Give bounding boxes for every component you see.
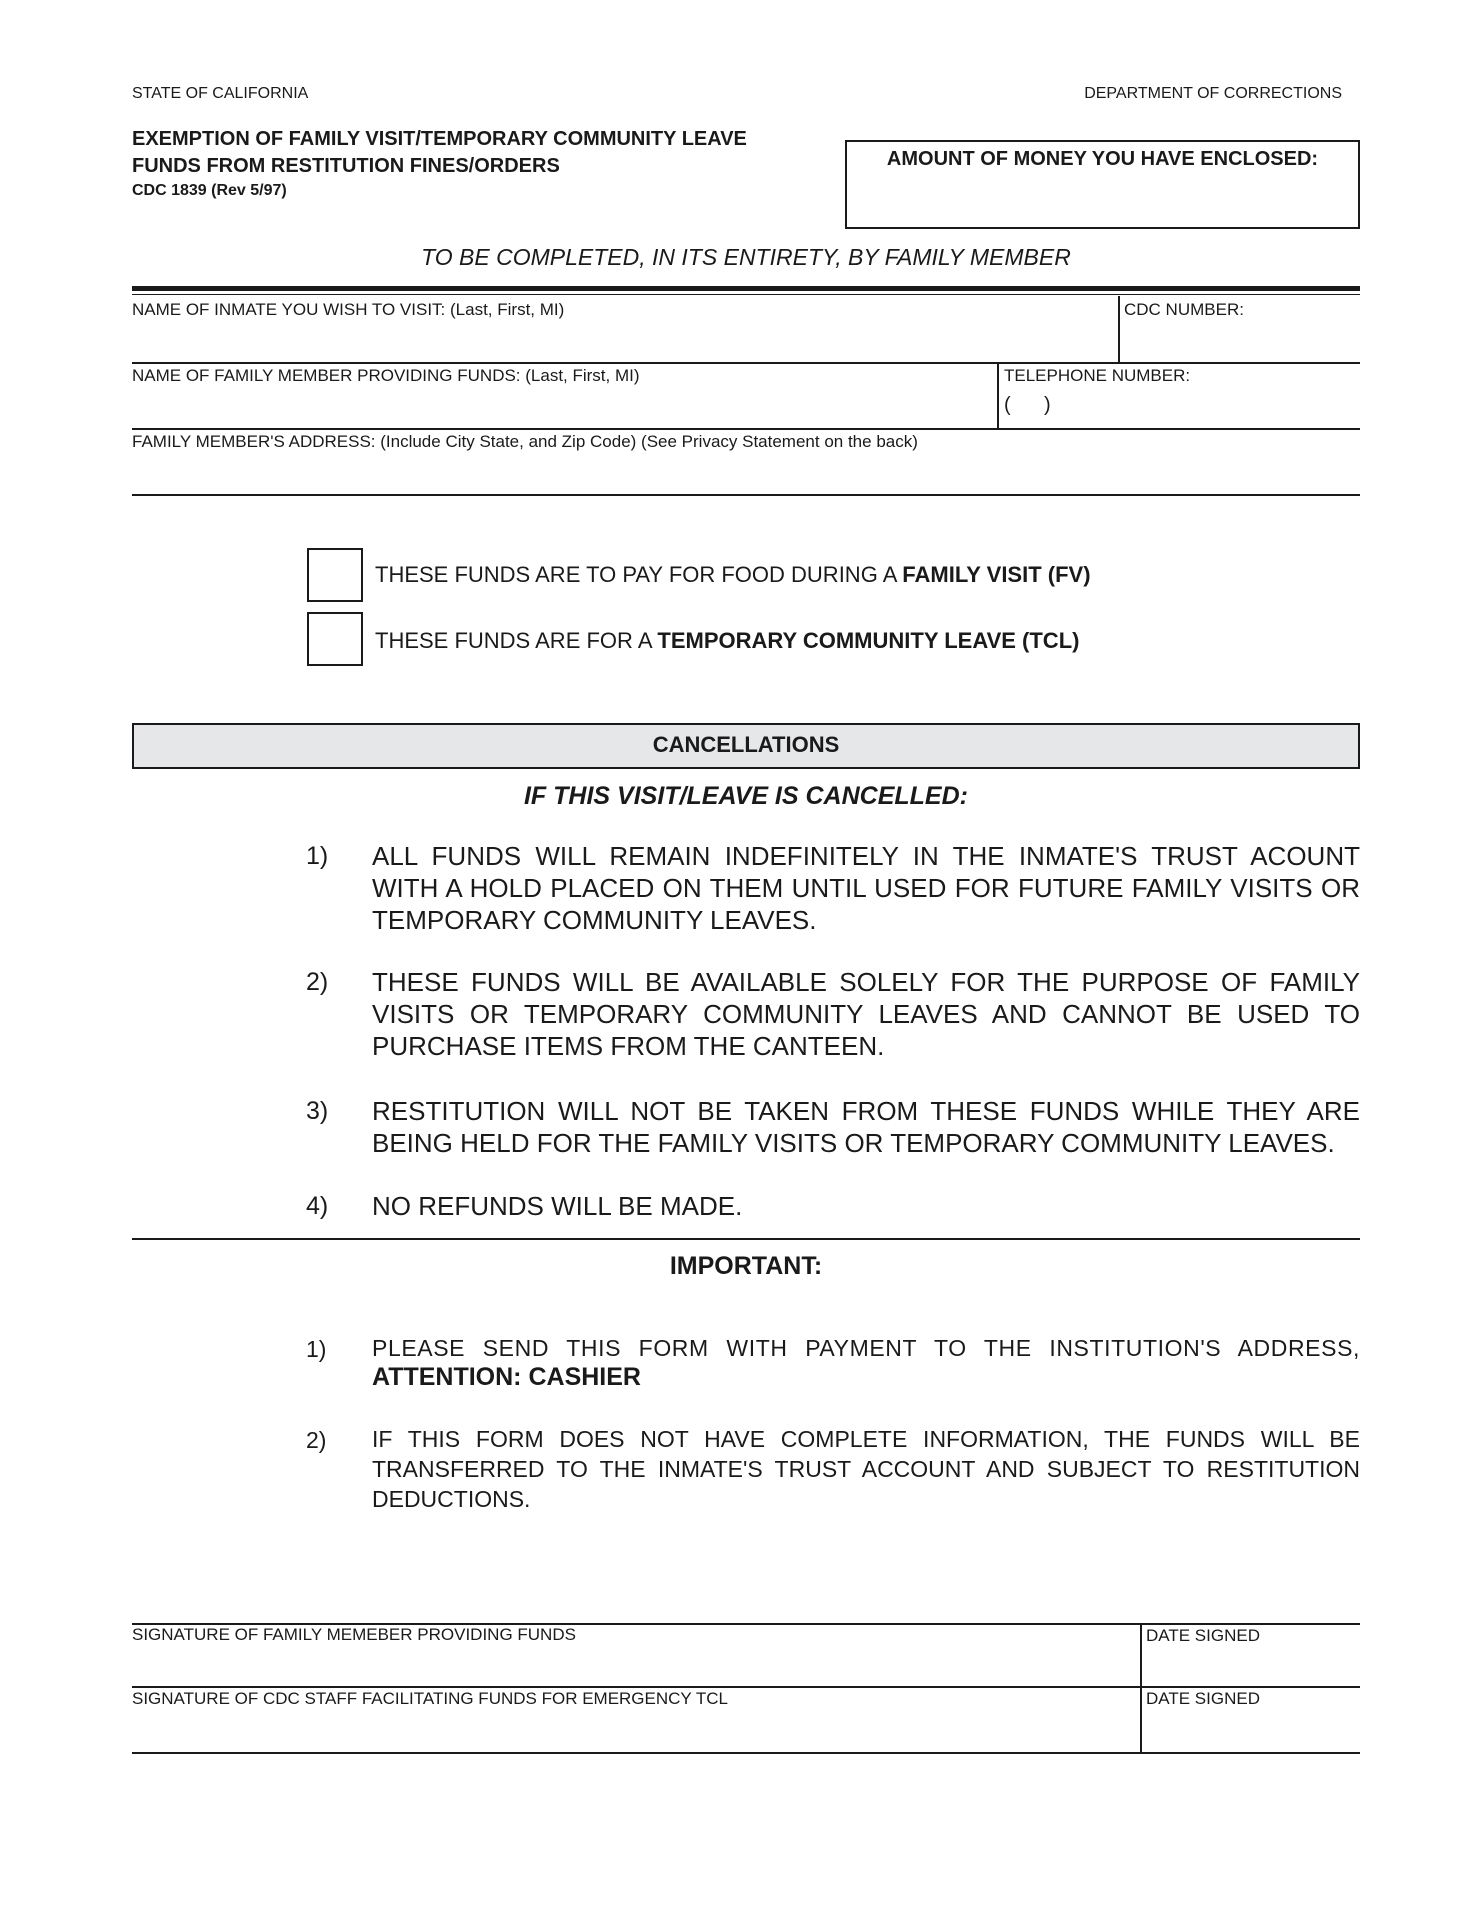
important-item-number: 2) — [306, 1427, 327, 1453]
staff-date-label: DATE SIGNED — [1146, 1689, 1260, 1708]
family-date-field[interactable] — [1146, 1648, 1356, 1684]
cancellation-item-number: 3) — [306, 1097, 329, 1125]
cdc-number-divider — [1118, 296, 1120, 362]
important-heading: IMPORTANT: — [669, 1252, 823, 1280]
family-visit-option-bold: FAMILY VISIT (FV) — [902, 562, 1091, 587]
amount-enclosed-box[interactable] — [845, 140, 1360, 229]
cancellation-item-number: 4) — [306, 1192, 329, 1220]
family-date-label: DATE SIGNED — [1146, 1626, 1260, 1645]
form-title-line1: EXEMPTION OF FAMILY VISIT/TEMPORARY COMMUNITY LEAVE — [132, 128, 747, 150]
cancellation-item-text: THESE FUNDS WILL BE AVAILABLE SOLELY FOR THE PURPOSE OF FAMILY VISITS OR TEMPORARY COMMUNITY LEAVES AND CANNOT BE USED TO PURCHASE ITEMS FROM THE CANTEEN. — [372, 967, 1360, 1061]
staff-signature-field[interactable] — [132, 1712, 1132, 1750]
address-label: FAMILY MEMBER'S ADDRESS: (Include City State, and Zip Code) (See Privacy Statement on the back) — [132, 432, 918, 451]
family-visit-option-text: THESE FUNDS ARE TO PAY FOR FOOD DURING A — [375, 562, 903, 587]
form-title-line2: FUNDS FROM RESTITUTION FINES/ORDERS — [132, 155, 560, 177]
cancellations-subheading: IF THIS VISIT/LEAVE IS CANCELLED: — [523, 782, 968, 810]
telephone-divider — [997, 362, 999, 428]
address-input[interactable] — [132, 456, 1360, 492]
cancellation-item-number: 2) — [306, 968, 329, 996]
important-item — [372, 1333, 1360, 1392]
important-divider — [132, 1238, 1360, 1240]
state-label: STATE OF CALIFORNIA — [132, 85, 309, 102]
row-divider — [132, 428, 1360, 430]
important-item-number: 1) — [306, 1336, 327, 1362]
signature-divider — [132, 1686, 1360, 1688]
cancellations-header: CANCELLATIONS — [132, 723, 1360, 769]
telephone-input[interactable]: ( ) — [1004, 394, 1051, 416]
completion-instructions: TO BE COMPLETED, IN ITS ENTIRETY, BY FAMILY MEMBER — [421, 244, 1071, 270]
signature-divider-bottom — [132, 1752, 1360, 1754]
cancellation-item-number: 1) — [306, 842, 329, 870]
attention-cashier: ATTENTION: CASHIER — [372, 1363, 641, 1391]
staff-signature-label: SIGNATURE OF CDC STAFF FACILITATING FUNDS FOR EMERGENCY TCL — [132, 1689, 728, 1708]
tcl-checkbox[interactable] — [307, 612, 363, 666]
inmate-name-input[interactable] — [132, 322, 1112, 360]
inmate-name-label: NAME OF INMATE YOU WISH TO VISIT: (Last, First, MI) — [132, 300, 565, 319]
form-number: CDC 1839 (Rev 5/97) — [132, 182, 287, 199]
form-title — [132, 126, 832, 200]
family-signature-field[interactable] — [132, 1648, 1132, 1684]
section-divider-thick — [132, 286, 1360, 291]
cdc-number-input[interactable] — [1124, 322, 1354, 360]
staff-date-field[interactable] — [1146, 1712, 1356, 1750]
family-visit-checkbox[interactable] — [307, 548, 363, 602]
row-divider — [132, 494, 1360, 496]
family-visit-option — [375, 562, 1091, 588]
tcl-option-text: THESE FUNDS ARE FOR A — [375, 628, 658, 653]
family-member-name-label: NAME OF FAMILY MEMBER PROVIDING FUNDS: (Last, First, MI) — [132, 366, 640, 385]
section-divider-thin — [132, 294, 1360, 295]
important-item-text: IF THIS FORM DOES NOT HAVE COMPLETE INFORMATION, THE FUNDS WILL BE TRANSFERRED TO THE INMATE'S TRUST ACCOUNT AND SUBJECT TO RESTITUTION DEDUCTIONS. — [372, 1426, 1360, 1512]
tcl-option — [375, 628, 1079, 654]
department-label: DEPARTMENT OF CORRECTIONS — [1084, 85, 1342, 102]
cancellation-item-text: NO REFUNDS WILL BE MADE. — [372, 1191, 743, 1221]
amount-enclosed-label: AMOUNT OF MONEY YOU HAVE ENCLOSED: — [886, 148, 1319, 170]
row-divider — [132, 362, 1360, 364]
cdc-number-label: CDC NUMBER: — [1124, 300, 1244, 319]
cancellation-item-text: RESTITUTION WILL NOT BE TAKEN FROM THESE FUNDS WHILE THEY ARE BEING HELD FOR THE FAMILY VISITS OR TEMPORARY COMMUNITY LEAVES. — [372, 1096, 1360, 1158]
cancellation-item-text: ALL FUNDS WILL REMAIN INDEFINITELY IN THE INMATE'S TRUST ACOUNT WITH A HOLD PLACED ON THEM UNTIL USED FOR FUTURE FAMILY VISITS OR TEMPORARY COMMUNITY LEAVES. — [372, 841, 1360, 935]
tcl-option-bold: TEMPORARY COMMUNITY LEAVE (TCL) — [657, 628, 1080, 653]
family-member-name-input[interactable] — [132, 388, 992, 426]
telephone-label: TELEPHONE NUMBER: — [1004, 366, 1191, 385]
family-signature-label: SIGNATURE OF FAMILY MEMEBER PROVIDING FUNDS — [132, 1625, 576, 1644]
important-item-text: PLEASE SEND THIS FORM WITH PAYMENT TO THE INSTITUTION'S ADDRESS, — [372, 1335, 1360, 1361]
date-column-divider — [1140, 1623, 1142, 1754]
